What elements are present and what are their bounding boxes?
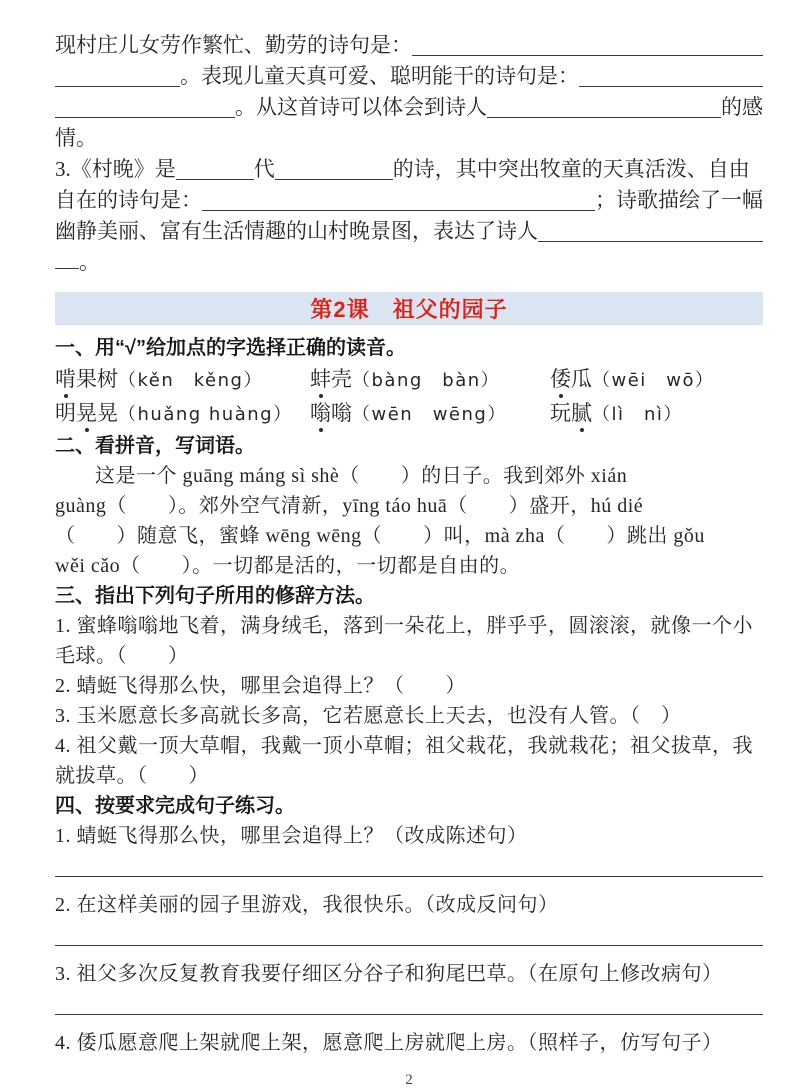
dotted-char: 倭 [550, 363, 571, 396]
pinyin-item [550, 397, 763, 431]
exercise-item: 3. 祖父多次反复教育我要仔细区分谷子和狗尾巴草。（在原句上修改病句） [55, 963, 723, 985]
pinyin-options: （lì nì） [592, 404, 683, 425]
question-3-line-1 [55, 154, 763, 185]
section-title: 四、按要求完成句子练习。 [55, 795, 295, 817]
word-text: 明 [55, 401, 76, 425]
lesson-title: 第2课 祖父的园子 [310, 297, 508, 322]
answer-blank [55, 250, 79, 269]
pinyin-item [310, 397, 550, 431]
intro-line-4 [55, 123, 763, 154]
pinyin-item [55, 363, 310, 397]
section-title: 一、用“√”给加点的字选择正确的读音。 [55, 337, 406, 359]
question-text: 代 [253, 157, 275, 181]
section-title: 二、看拼音，写词语。 [55, 435, 255, 457]
exercise-item: 4. 倭瓜愿意爬上架就爬上架，愿意爬上房就爬上房。（照样子，仿写句子） [55, 1032, 723, 1054]
exercise-item: 1. 蜜蜂嗡嗡地飞着，满身绒毛，落到一朵花上，胖乎乎，圆滚滚，就像一个小毛球。（ ） [55, 615, 753, 667]
question-text: 。 [79, 250, 100, 274]
answer-blank [487, 92, 721, 118]
pinyin-options: （huǎng huàng） [118, 404, 293, 425]
question-3-line-4 [55, 247, 763, 278]
section-2-pinyin-writing [55, 431, 763, 581]
pinyin-choice-grid [55, 363, 763, 431]
question-text: 的诗，其中突出牧童的天真活泼、自由 [392, 157, 750, 181]
pinyin-options: （wēi wō） [592, 370, 715, 391]
answer-blank [55, 92, 235, 118]
intro-text: 。从这首诗可以体会到诗人 [235, 95, 487, 119]
pinyin-item [55, 397, 310, 431]
intro-line-3 [55, 92, 763, 123]
answer-blank [412, 30, 763, 56]
paragraph-line: wěi cǎo（ ）。一切都是活的，一切都是自由的。 [55, 555, 521, 577]
word-text: 瓜 [571, 367, 592, 391]
intro-text: 的感 [721, 95, 763, 119]
intro-text: 。表现儿童天真可爱、聪明能干的诗句是： [180, 64, 579, 88]
section-3-rhetoric [55, 581, 763, 791]
paragraph-line: guàng（ ）。郊外空气清新，yīng táo huā（ ）盛开，hú dié [55, 495, 644, 517]
answer-line [55, 851, 763, 877]
dotted-char: 啃 [55, 363, 76, 396]
paragraph-line: （ ）随意飞，蜜蜂 wēng wēng（ ）叫，mà zha（ ）跳出 gǒu [55, 525, 705, 547]
exercise-item: 3. 玉米愿意长多高就长多高，它若愿意长上天去，也没有人管。（ ） [55, 705, 682, 727]
question-text: 3.《村晚》是 [55, 157, 176, 181]
dotted-char: 腻 [571, 397, 592, 430]
pinyin-item [310, 363, 550, 397]
section-title: 三、指出下列句子所用的修辞方法。 [55, 585, 375, 607]
answer-blank [176, 154, 254, 180]
exercise-item: 2. 在这样美丽的园子里游戏，我很快乐。（改成反问句） [55, 894, 559, 916]
question-3-line-3 [55, 216, 763, 247]
dotted-char: 嗡 [310, 397, 331, 430]
intro-text: 现村庄儿女劳作繁忙、勤劳的诗句是： [55, 33, 412, 57]
answer-blank [538, 216, 763, 242]
lesson-title-banner [55, 292, 763, 325]
word-text: 果树 [76, 367, 118, 391]
intro-line-2 [55, 61, 763, 92]
intro-text: 情。 [55, 126, 97, 150]
answer-blank [275, 154, 393, 180]
question-3-line-2 [55, 185, 763, 216]
question-text: 幽静美丽、富有生活情趣的山村晚景图，表达了诗人 [55, 219, 538, 243]
word-text: 壳 [331, 367, 352, 391]
intro-line-1 [55, 30, 763, 61]
pinyin-options: （bàng bàn） [352, 370, 501, 391]
pinyin-item [550, 363, 763, 397]
question-3 [55, 154, 763, 278]
section-1-pronunciation [55, 333, 763, 431]
question-text: ；诗歌描绘了一幅 [595, 188, 763, 212]
answer-blank [579, 61, 763, 87]
exercise-item: 4. 祖父戴一顶大草帽，我戴一顶小草帽；祖父栽花，我就栽花；祖父拔草，我就拔草。（ ） [55, 735, 753, 787]
exercise-item: 2. 蜻蜓飞得那么快，哪里会追得上？（ ） [55, 675, 466, 697]
word-text: 嗡 [331, 401, 352, 425]
dotted-char: 晃 [76, 397, 97, 430]
word-text: 晃 [97, 401, 118, 425]
exercise-item: 1. 蜻蜓飞得那么快，哪里会追得上？（改成陈述句） [55, 825, 528, 847]
question-2-continuation [55, 30, 763, 154]
paragraph-line: 这是一个 guāng máng sì shè（ ）的日子。我到郊外 xián [95, 465, 628, 487]
pinyin-options: （wēn wēng） [352, 404, 507, 425]
answer-blank [55, 61, 180, 87]
word-text: 玩 [550, 401, 571, 425]
dotted-char: 蚌 [310, 363, 331, 396]
page-number: 2 [405, 1072, 413, 1088]
answer-blank [202, 185, 595, 211]
question-text: 自在的诗句是： [55, 188, 202, 212]
pinyin-options: （kěn kěng） [118, 370, 263, 391]
answer-line [55, 989, 763, 1015]
answer-line [55, 920, 763, 946]
section-4-sentence-practice [55, 791, 763, 1058]
